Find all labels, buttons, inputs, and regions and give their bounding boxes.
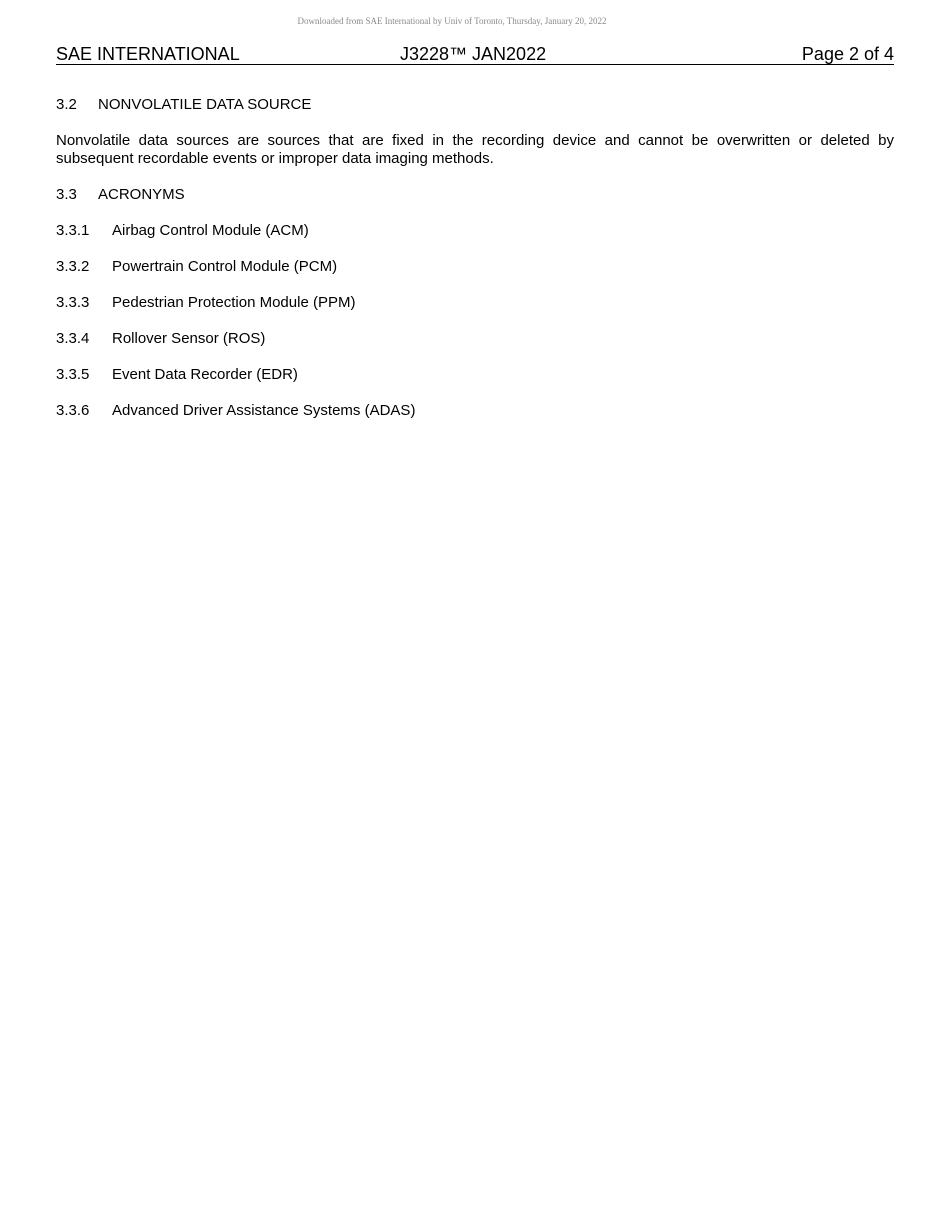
acronym-item (56, 402, 894, 420)
header-org: SAE INTERNATIONAL (56, 44, 240, 64)
acronym-text: Airbag Control Module (ACM) (112, 222, 309, 239)
acronym-number: 3.3.4 (56, 330, 90, 347)
acronym-item (56, 366, 894, 384)
download-watermark: Downloaded from SAE International by Univ of Toronto, Thursday, January 20, 2022 (297, 16, 607, 26)
acronym-item (56, 330, 894, 348)
acronym-number: 3.3.2 (56, 258, 90, 275)
section-title: NONVOLATILE DATA SOURCE (98, 96, 312, 113)
acronym-number: 3.3.5 (56, 366, 90, 383)
section-title: ACRONYMS (98, 186, 185, 203)
document-body (56, 96, 894, 438)
acronym-item (56, 258, 894, 276)
acronym-text: Advanced Driver Assistance Systems (ADAS) (112, 402, 416, 419)
acronym-number: 3.3.1 (56, 222, 90, 239)
section-3-2-paragraph: Nonvolatile data sources are sources that are fixed in the recording device and cannot be overwritten or deleted by subsequent recordable events or improper data imaging methods. (56, 132, 894, 167)
header-page-number: Page 2 of 4 (801, 44, 894, 64)
acronym-item (56, 294, 894, 312)
acronym-number: 3.3.6 (56, 402, 90, 419)
page-header (56, 44, 894, 65)
acronym-text: Rollover Sensor (ROS) (112, 330, 266, 347)
acronym-item (56, 222, 894, 240)
section-3-2-heading (56, 96, 894, 114)
section-number: 3.3 (56, 186, 77, 203)
section-number: 3.2 (56, 96, 77, 113)
acronym-text: Pedestrian Protection Module (PPM) (112, 294, 356, 311)
section-3-3-heading (56, 186, 894, 204)
acronym-text: Powertrain Control Module (PCM) (112, 258, 338, 275)
acronym-number: 3.3.3 (56, 294, 90, 311)
acronym-text: Event Data Recorder (EDR) (112, 366, 298, 383)
header-doc-id: J3228™ JAN2022 (400, 44, 547, 64)
